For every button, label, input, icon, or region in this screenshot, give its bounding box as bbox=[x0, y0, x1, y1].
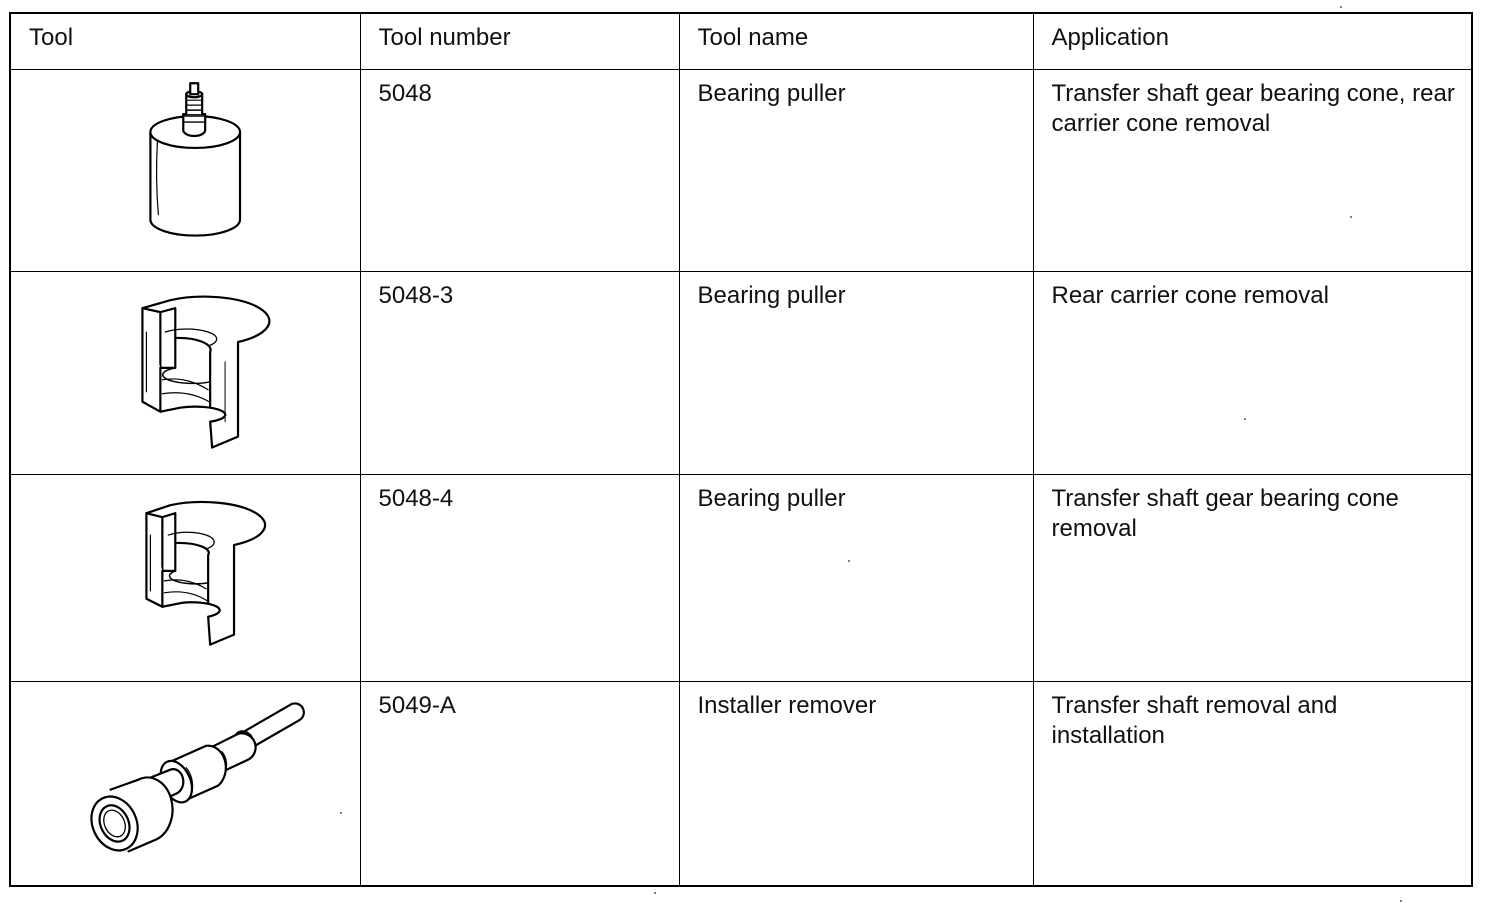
table-row bbox=[10, 272, 1472, 475]
tool-image-cell bbox=[10, 681, 360, 886]
tool-application: Transfer shaft gear bearing cone removal bbox=[1033, 474, 1472, 681]
header-tool-number: Tool number bbox=[360, 13, 679, 69]
scan-speck bbox=[1340, 6, 1342, 8]
scan-speck bbox=[848, 560, 850, 562]
tool-application: Rear carrier cone removal bbox=[1033, 272, 1472, 475]
tool-name: Bearing puller bbox=[679, 69, 1033, 272]
installer-remover-shaft-icon bbox=[11, 682, 360, 885]
scan-speck bbox=[1350, 216, 1352, 218]
scan-speck bbox=[340, 812, 342, 814]
table-row bbox=[10, 69, 1472, 272]
header-tool: Tool bbox=[10, 13, 360, 69]
bearing-puller-half-shell-icon bbox=[11, 475, 360, 681]
tool-application: Transfer shaft gear bearing cone, rear carrier cone removal bbox=[1033, 69, 1472, 272]
bearing-puller-half-shell-icon bbox=[11, 272, 360, 474]
tool-image-cell bbox=[10, 272, 360, 475]
bearing-puller-cylinder-icon bbox=[11, 70, 360, 272]
header-tool-name: Tool name bbox=[679, 13, 1033, 69]
scan-speck bbox=[1244, 418, 1246, 420]
scan-speck bbox=[654, 892, 656, 894]
tool-number: 5048-3 bbox=[360, 272, 679, 475]
table-row bbox=[10, 681, 1472, 886]
header-application: Application bbox=[1033, 13, 1472, 69]
tool-image-cell bbox=[10, 69, 360, 272]
scan-speck bbox=[1400, 900, 1402, 902]
tool-number: 5048-4 bbox=[360, 474, 679, 681]
tool-image-cell bbox=[10, 474, 360, 681]
tool-name: Installer remover bbox=[679, 681, 1033, 886]
tool-number: 5048 bbox=[360, 69, 679, 272]
table-row bbox=[10, 474, 1472, 681]
tools-table bbox=[9, 12, 1473, 887]
tool-application: Transfer shaft removal and installation bbox=[1033, 681, 1472, 886]
tool-name: Bearing puller bbox=[679, 272, 1033, 475]
tool-name: Bearing puller bbox=[679, 474, 1033, 681]
table-header-row bbox=[10, 13, 1472, 69]
tool-number: 5049-A bbox=[360, 681, 679, 886]
